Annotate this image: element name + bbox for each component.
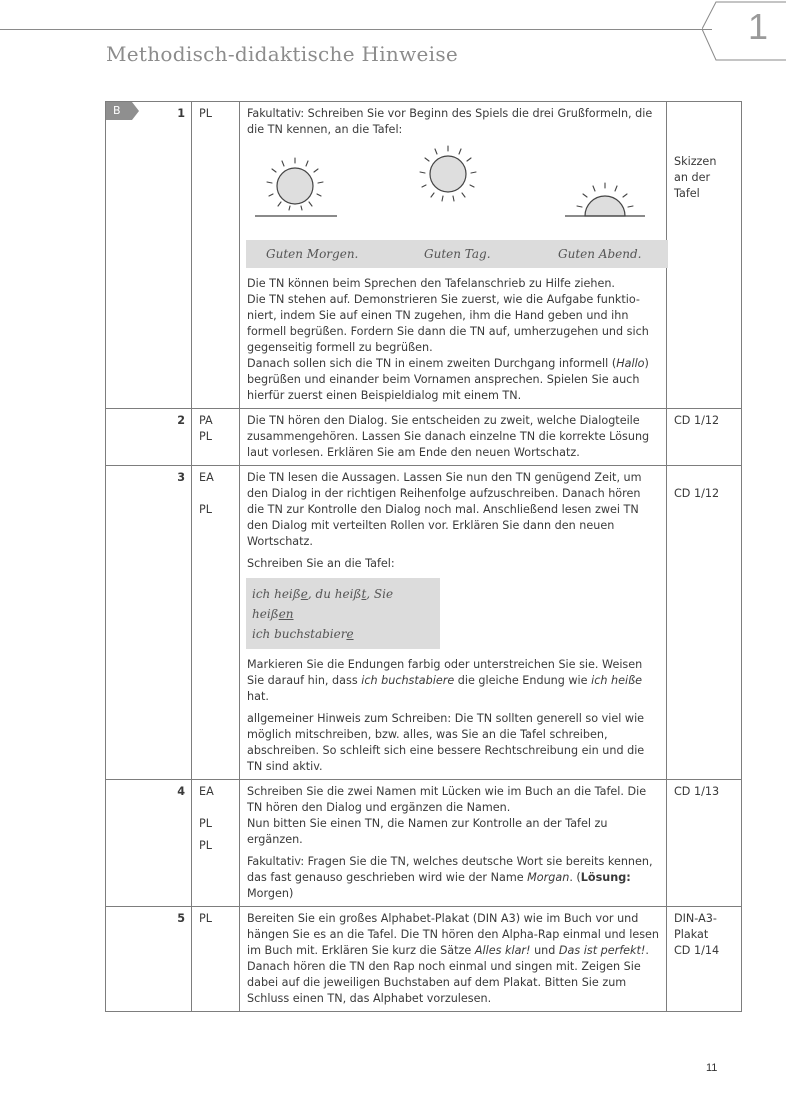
social-form xyxy=(192,907,240,1012)
material-item: an der xyxy=(674,171,711,184)
exercise-number xyxy=(106,102,192,409)
chapter-tab-outline xyxy=(702,0,786,62)
morning-sun-icon xyxy=(255,156,339,232)
paragraph: Bereiten Sie ein großes Alphabet-Plakat (DIN A3) wie im Buch vor und hängen Sie es an die Tafel. Die TN hören den Alpha-Rap einmal und lesen im Buch mit. Erklären Sie kurz die Sätze Alles klar! und Das ist perfekt!. Danach hören die TN den Rap noch einmal und singen mit. Zeigen Sie dabei auf die jeweiligen Buchstaben auf dem Plakat. Bitten Sie zum Schluss einen TN, das Alphabet vorzulesen. xyxy=(247,912,660,1005)
evening-sun-icon xyxy=(563,174,647,226)
paragraph: Nun bitten Sie einen TN, die Namen zur Kontrolle an der Tafel zu ergänzen. xyxy=(247,817,608,846)
chapter-number: 1 xyxy=(747,6,768,47)
material-item: CD 1/14 xyxy=(674,944,720,957)
page-number: 11 xyxy=(706,1062,718,1074)
board-line: ich heiße, du heißt, Sie heißen xyxy=(252,587,394,621)
paragraph: Schreiben Sie die zwei Namen mit Lücken wie im Buch an die Tafel. Die TN hören den Dialog und ergänzen die Namen. xyxy=(247,785,647,814)
exercise-text xyxy=(240,102,667,409)
social-form xyxy=(192,409,240,466)
exercise-number: 4 xyxy=(106,780,192,907)
social-form-item: PL xyxy=(199,817,212,830)
paragraph: Die TN hören den Dialog. Sie entscheiden zu zweit, welche Dialogteile zusammengehören. Lassen Sie danach einzelne TN die korrekte Lösung laut vorlesen. Erklären Sie am Ende den neuen Wortschatz. xyxy=(247,414,650,459)
social-form-item: EA xyxy=(199,785,214,798)
paragraph: Die TN lesen die Aussagen. Lassen Sie nun den TN genügend Zeit, um den Dialog in der richtigen Reihenfolge aufzuschreiben. Danach hören die TN zur Kontrolle den Dialog noch mal. Anschließend lesen zwei TN den Dialog mit verteilten Rollen vor. Erklären Sie dann den neuen Wortschatz. xyxy=(247,471,642,548)
exercise-text xyxy=(240,466,667,780)
page-title: Methodisch-didaktische Hinweise xyxy=(106,42,459,66)
table-row xyxy=(106,907,742,1012)
materials xyxy=(667,409,742,466)
exercise-text xyxy=(240,409,667,466)
materials xyxy=(667,780,742,907)
midday-sun-icon xyxy=(415,144,481,204)
paragraph: Die TN stehen auf. Demonstrieren Sie zuerst, wie die Aufgabe funktio-niert, indem Sie auf einen TN zugehen, ihm die Hand geben und ihn formell begrüßen. Fordern Sie dann die TN auf, umherzugehen und sich gegenseitig formell zu begrüßen. xyxy=(247,293,649,354)
board-line: ich buchstabiere xyxy=(252,627,354,641)
materials xyxy=(667,102,742,409)
chapter-tab xyxy=(702,0,786,62)
paragraph: Fakultativ: Schreiben Sie vor Beginn des Spiels die drei Grußformeln, die die TN kennen, an die Tafel: xyxy=(247,107,653,136)
materials xyxy=(667,907,742,1012)
badge-arrow-icon xyxy=(106,102,140,120)
section-badge-label: B xyxy=(113,104,121,117)
paragraph: Danach sollen sich die TN in einem zweiten Durchgang informell (Hallo) begrüßen und einander beim Vornamen ansprechen. Spielen Sie auch hierfür zuerst einen Beispieldialog mit einem TN. xyxy=(247,357,649,402)
table-row xyxy=(106,409,742,466)
exercise-text xyxy=(240,780,667,907)
exercise-number: 2 xyxy=(106,409,192,466)
exercise-number: 3 xyxy=(106,466,192,780)
paragraph: Markieren Sie die Endungen farbig oder unterstreichen Sie sie. Weisen Sie darauf hin, dass ich buchstabiere die gleiche Endung wie ich heiße hat. xyxy=(247,658,643,703)
social-form xyxy=(192,466,240,780)
material-item: CD 1/12 xyxy=(674,414,720,427)
material-item: CD 1/12 xyxy=(674,487,720,500)
exercise-number-value: 1 xyxy=(177,107,185,120)
paragraph: Die TN können beim Sprechen den Tafelanschrieb zu Hilfe ziehen. xyxy=(247,277,615,290)
material-item: DIN-A3- xyxy=(674,912,717,925)
sun-sketches xyxy=(247,144,660,240)
paragraph: Schreiben Sie an die Tafel: xyxy=(247,557,395,570)
material-item: Tafel xyxy=(674,187,700,200)
social-form-item: PL xyxy=(199,107,212,120)
social-form xyxy=(192,780,240,907)
social-form-item: PL xyxy=(199,839,212,852)
material-item: Plakat xyxy=(674,928,709,941)
social-form-item: PL xyxy=(199,503,212,516)
table-row xyxy=(106,466,742,780)
material-item: Skizzen xyxy=(674,155,717,168)
exercise-text xyxy=(240,907,667,1012)
table-row xyxy=(106,780,742,907)
instructions-table xyxy=(105,101,742,1012)
social-form-item: EA xyxy=(199,471,214,484)
social-form-item: PL xyxy=(199,430,212,443)
social-form xyxy=(192,102,240,409)
exercise-number: 5 xyxy=(106,907,192,1012)
section-badge xyxy=(106,102,140,120)
greetings-board xyxy=(246,240,668,268)
table-row xyxy=(106,102,742,409)
social-form-item: PA xyxy=(199,414,213,427)
paragraph: allgemeiner Hinweis zum Schreiben: Die TN sollten generell so viel wie möglich mitschreiben, bzw. alles, was Sie an die Tafel schreiben, abschreiben. So schleift sich eine bessere Rechtschreibung ein und die TN sind aktiv. xyxy=(247,712,645,773)
materials xyxy=(667,466,742,780)
board-writing xyxy=(246,578,440,649)
social-form-item: PL xyxy=(199,912,212,925)
material-item: CD 1/13 xyxy=(674,785,720,798)
greeting-day: Guten Tag. xyxy=(424,247,491,261)
greeting-evening: Guten Abend. xyxy=(558,247,642,261)
paragraph: Fakultativ: Fragen Sie die TN, welches deutsche Wort sie bereits kennen, das fast genauso geschrieben wird wie der Name Morgan. (Lösung: Morgen) xyxy=(247,855,653,900)
greeting-morning: Guten Morgen. xyxy=(266,247,359,261)
header-rule xyxy=(0,29,712,30)
